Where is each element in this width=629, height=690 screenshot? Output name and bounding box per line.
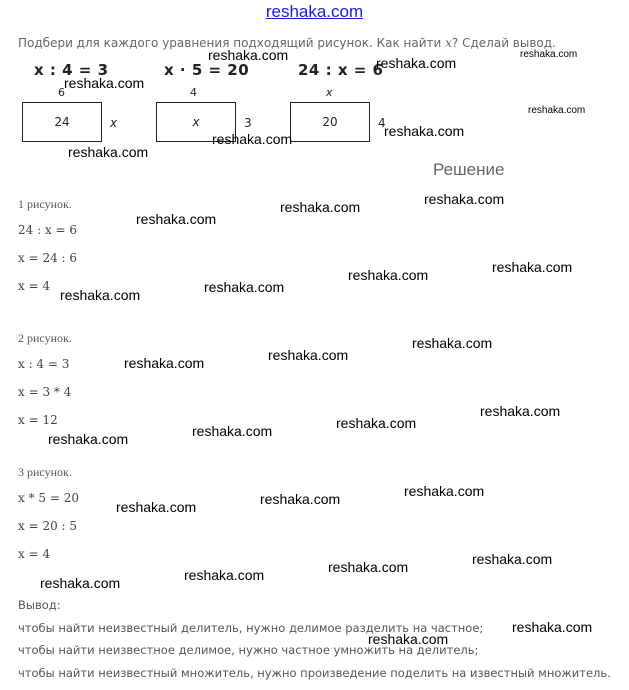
figure-3-top-label: x xyxy=(326,86,333,99)
watermark: reshaka.com xyxy=(512,619,593,635)
watermark: reshaka.com xyxy=(136,211,217,227)
step-2-line-3: x = 12 xyxy=(18,413,58,427)
watermark: reshaka.com xyxy=(68,144,149,160)
step-2-line-2: x = 3 * 4 xyxy=(18,385,72,399)
step-2-label: 2 рисунок. xyxy=(18,331,72,345)
step-1-line-1: 24 : x = 6 xyxy=(18,223,78,237)
step-3-label: 3 рисунок. xyxy=(18,465,72,479)
watermark: reshaka.com xyxy=(260,491,341,507)
watermark: reshaka.com xyxy=(60,287,141,303)
watermark: reshaka.com xyxy=(376,55,457,71)
watermark: reshaka.com xyxy=(64,75,145,91)
step-3-line-1: x * 5 = 20 xyxy=(18,491,79,505)
figure-1-top-label: 6 xyxy=(58,86,65,99)
watermark: reshaka.com xyxy=(336,415,417,431)
watermark: reshaka.com xyxy=(424,191,505,207)
watermark: reshaka.com xyxy=(480,403,561,419)
watermark: reshaka.com xyxy=(328,559,409,575)
watermark: reshaka.com xyxy=(528,105,586,116)
conclusion-line-2: чтобы найти неизвестное делимое, нужно частное умножить на делитель; xyxy=(18,643,479,657)
step-3-line-3: x = 4 xyxy=(18,547,51,561)
step-1-line-2: x = 24 : 6 xyxy=(18,251,78,265)
step-2-line-1: x : 4 = 3 xyxy=(18,357,70,371)
conclusion-title: Вывод: xyxy=(18,598,61,612)
figure-3-rectangle xyxy=(290,102,370,142)
watermark: reshaka.com xyxy=(348,267,429,283)
watermark: reshaka.com xyxy=(184,567,265,583)
equation-1: x : 4 = 3 xyxy=(34,61,109,79)
task-text-main: Подбери для каждого уравнения подходящий рисунок. Как найти xyxy=(18,36,442,50)
watermark: reshaka.com xyxy=(384,123,465,139)
watermark: reshaka.com xyxy=(412,335,493,351)
step-3-line-2: x = 20 : 5 xyxy=(18,519,78,533)
watermark: reshaka.com xyxy=(280,199,361,215)
figure-1-inside-label: 24 xyxy=(54,115,70,129)
task-text-tail: ? Сделай вывод. xyxy=(451,36,556,50)
watermark: reshaka.com xyxy=(404,483,485,499)
step-1-line-3: x = 4 xyxy=(18,279,51,293)
watermark: reshaka.com xyxy=(212,131,293,147)
conclusion-line-3: чтобы найти неизвестный множитель, нужно произведение поделить на известный множитель. xyxy=(18,666,611,680)
solution-title: Решение xyxy=(433,160,505,179)
watermark: reshaka.com xyxy=(192,423,273,439)
figure-2-inside-label: x xyxy=(192,115,200,129)
watermark: reshaka.com xyxy=(208,47,289,63)
figure-1-side-label: x xyxy=(110,116,118,130)
watermark: reshaka.com xyxy=(520,49,578,60)
watermark: reshaka.com xyxy=(124,355,205,371)
figure-3-side-label: 4 xyxy=(378,116,386,130)
task-var: x xyxy=(445,36,452,50)
watermark: reshaka.com xyxy=(204,279,285,295)
equation-3: 24 : x = 6 xyxy=(298,61,384,79)
site-link[interactable]: reshaka.com xyxy=(265,2,364,21)
watermark: reshaka.com xyxy=(40,575,121,591)
watermark: reshaka.com xyxy=(48,431,129,447)
watermark: reshaka.com xyxy=(472,551,553,567)
conclusion-line-1: чтобы найти неизвестный делитель, нужно делимое разделить на частное; xyxy=(18,621,484,635)
watermark: reshaka.com xyxy=(492,259,573,275)
figure-3-inside-label: 20 xyxy=(322,115,338,129)
watermark: reshaka.com xyxy=(116,499,197,515)
figure-2-top-label: 4 xyxy=(190,86,197,99)
step-1-label: 1 рисунок. xyxy=(18,197,72,211)
equation-2: x · 5 = 20 xyxy=(164,61,250,79)
watermark: reshaka.com xyxy=(268,347,349,363)
watermark: reshaka.com xyxy=(368,631,449,647)
figure-2-side-label: 3 xyxy=(244,116,252,130)
figure-1-rectangle xyxy=(22,102,102,142)
